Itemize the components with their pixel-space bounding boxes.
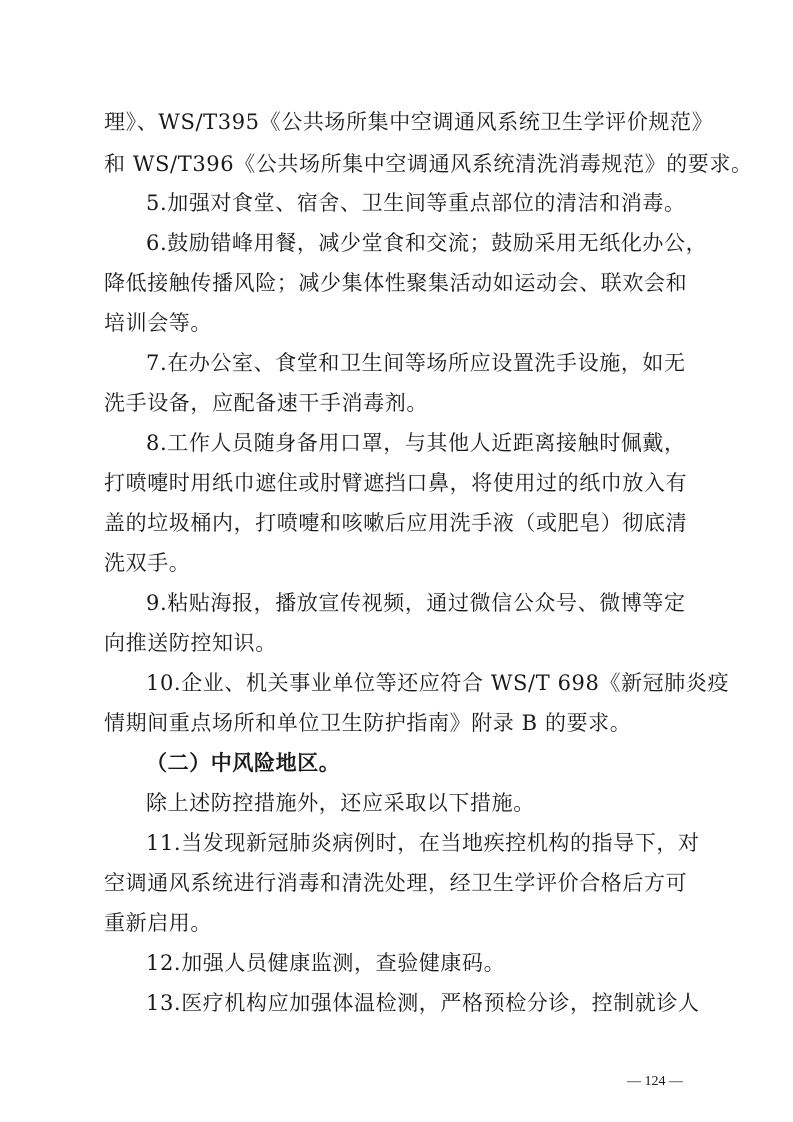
text-line: 除上述防控措施外，还应采取以下措施。 xyxy=(146,791,535,815)
text-line: 情期间重点场所和单位卫生防护指南》附录 B 的要求。 xyxy=(104,711,632,735)
text-line: 和 WS/T396《公共场所集中空调通风系统清洗消毒规范》的要求。 xyxy=(104,152,753,176)
page-number: — 124 — xyxy=(627,1074,683,1089)
text-line: 7.在办公室、食堂和卫生间等场所应设置洗手设施，如无 xyxy=(146,351,686,375)
text-line: 9.粘贴海报，播放宣传视频，通过微信公众号、微博等定 xyxy=(146,591,686,615)
text-line: 培训会等。 xyxy=(104,311,212,335)
text-line: 12.加强人员健康监测，查验健康码。 xyxy=(146,951,506,975)
text-line: 理》、WS/T395《公共场所集中空调通风系统卫生学评价规范》 xyxy=(104,110,714,134)
text-line: 6.鼓励错峰用餐，减少堂食和交流；鼓励采用无纸化办公， xyxy=(146,231,708,255)
text-line: 10.企业、机关事业单位等还应符合 WS/T 698《新冠肺炎疫 xyxy=(146,671,730,695)
text-line: 打喷嚏时用纸巾遮住或肘臂遮挡口鼻，将使用过的纸巾放入有 xyxy=(104,471,688,495)
text-line: 向推送防控知识。 xyxy=(104,631,277,655)
text-line: 洗手设备，应配备速干手消毒剂。 xyxy=(104,391,428,415)
text-line: 洗双手。 xyxy=(104,551,191,575)
text-line: 空调通风系统进行消毒和清洗处理，经卫生学评价合格后方可 xyxy=(104,871,688,895)
text-line: 降低接触传播风险；减少集体性聚集活动如运动会、联欢会和 xyxy=(104,271,688,295)
text-line: 重新启用。 xyxy=(104,911,212,935)
text-line: 8.工作人员随身备用口罩，与其他人近距离接触时佩戴， xyxy=(146,431,686,455)
text-line: 盖的垃圾桶内，打喷嚏和咳嗽后应用洗手液（或肥皂）彻底清 xyxy=(104,511,688,535)
section-heading: （二）中风险地区。 xyxy=(146,750,341,775)
text-line: 11.当发现新冠肺炎病例时，在当地疾控机构的指导下，对 xyxy=(146,831,700,855)
text-line: 13.医疗机构应加强体温检测，严格预检分诊，控制就诊人 xyxy=(146,991,700,1015)
text-line: 5.加强对食堂、宿舍、卫生间等重点部位的清洁和消毒。 xyxy=(146,191,686,215)
